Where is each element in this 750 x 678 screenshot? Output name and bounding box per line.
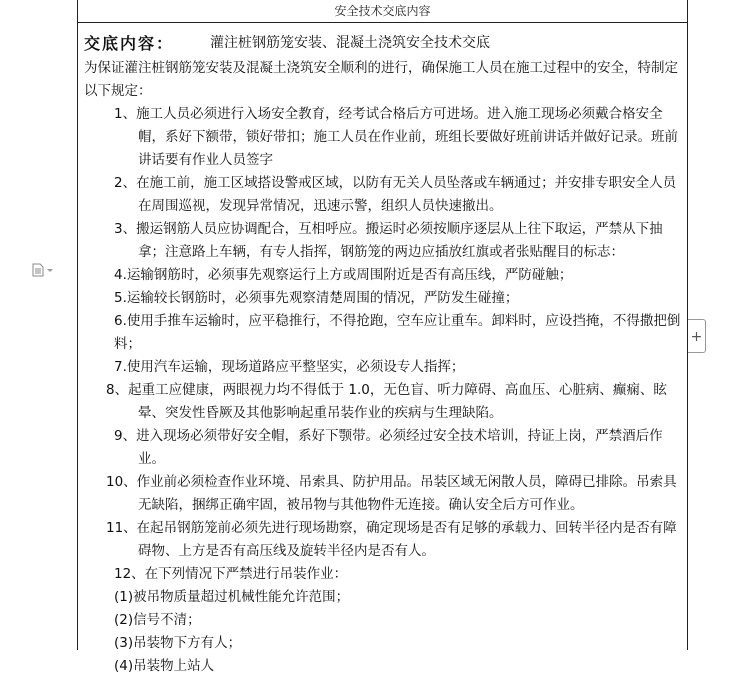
section-title: 灌注桩钢筋笼安装、混凝土浇筑安全技术交底 xyxy=(210,34,491,51)
list-item: 3、搬运钢筋人员应协调配合，互相呼应。搬运时必须按顺序逐层从上往下取运，严禁从下抽拿；注意路上车辆，有专人指挥，钢筋笼的两边应插放红旗或者张贴醒目的标志： xyxy=(114,221,663,260)
list-item: 8、起重工应健康，两眼视力均不得低于 1.0，无色盲、听力障碍、高血压、心脏病、癫痫、眩晕、突发性昏厥及其他影响起重吊装作业的疾病与生理缺陷。 xyxy=(106,382,667,421)
list-item: 7.使用汽车运输，现场道路应平整坚实，必须设专人指挥； xyxy=(114,359,465,375)
expand-button[interactable]: + xyxy=(688,319,706,353)
document-page xyxy=(77,0,688,674)
document-body xyxy=(78,23,687,678)
page-header: 安全技术交底内容 xyxy=(78,0,687,23)
list-item: 12、在下列情况下严禁进行吊装作业： xyxy=(114,566,348,582)
list-item: 10、作业前必须检查作业环境、吊索具、防护用品。吊装区域无闲散人员，障碍已排除。吊索具无缺陷，捆绑正确牢固，被吊物与其他物件无连接。确认安全后方可作业。 xyxy=(106,474,677,513)
section-label: 交底内容： xyxy=(84,33,175,53)
section-title-row xyxy=(84,29,683,57)
list-item: (1)被吊物质量超过机械性能允许范围； xyxy=(114,589,350,605)
list-item: 6.使用手推车运输时，应平稳推行，不得抢跑，空车应让重车。卸料时，应设挡掩，不得撒把倒料； xyxy=(114,313,681,352)
list-item: 2、在施工前，施工区域搭设警戒区域，以防有无关人员坠落或车辆通过；并安排专职安全人员在周围巡视，发现异常情况，迅速示警，组织人员快速撤出。 xyxy=(114,175,677,214)
list-item: 5.运输较长钢筋时，必须事先观察清楚周围的情况，严防发生碰撞； xyxy=(114,290,519,306)
list-item: 4.运输钢筋时，必须事先观察运行上方或周围附近是否有高压线，严防碰触； xyxy=(114,267,573,283)
document-icon[interactable] xyxy=(32,262,54,276)
intro-paragraph: 为保证灌注桩钢筋笼安装及混凝土浇筑安全顺利的进行，确保施工人员在施工过程中的安全，特制定以下规定： xyxy=(84,60,678,99)
list-item: (3)吊装物下方有人； xyxy=(114,635,242,651)
list-item: (4)吊装物上站人 xyxy=(114,658,215,674)
list-item: 9、进入现场必须带好安全帽，系好下颚带。必须经过安全技术培训，持证上岗，严禁酒后作业。 xyxy=(114,428,663,467)
list-item: 1、施工人员必须进行入场安全教育，经考试合格后方可进场。进入施工现场必须戴合格安全帽，系好下额带，锁好带扣；施工人员在作业前，班组长要做好班前讲话并做好记录。班前讲话要有作业人员签字 xyxy=(114,106,678,168)
list-item: 11、在起吊钢筋笼前必须先进行现场勘察，确定现场是否有足够的承载力、回转半径内是否有障碍物、上方是否有高压线及旋转半径内是否有人。 xyxy=(106,520,677,559)
list-item: (2)信号不清； xyxy=(114,612,201,628)
